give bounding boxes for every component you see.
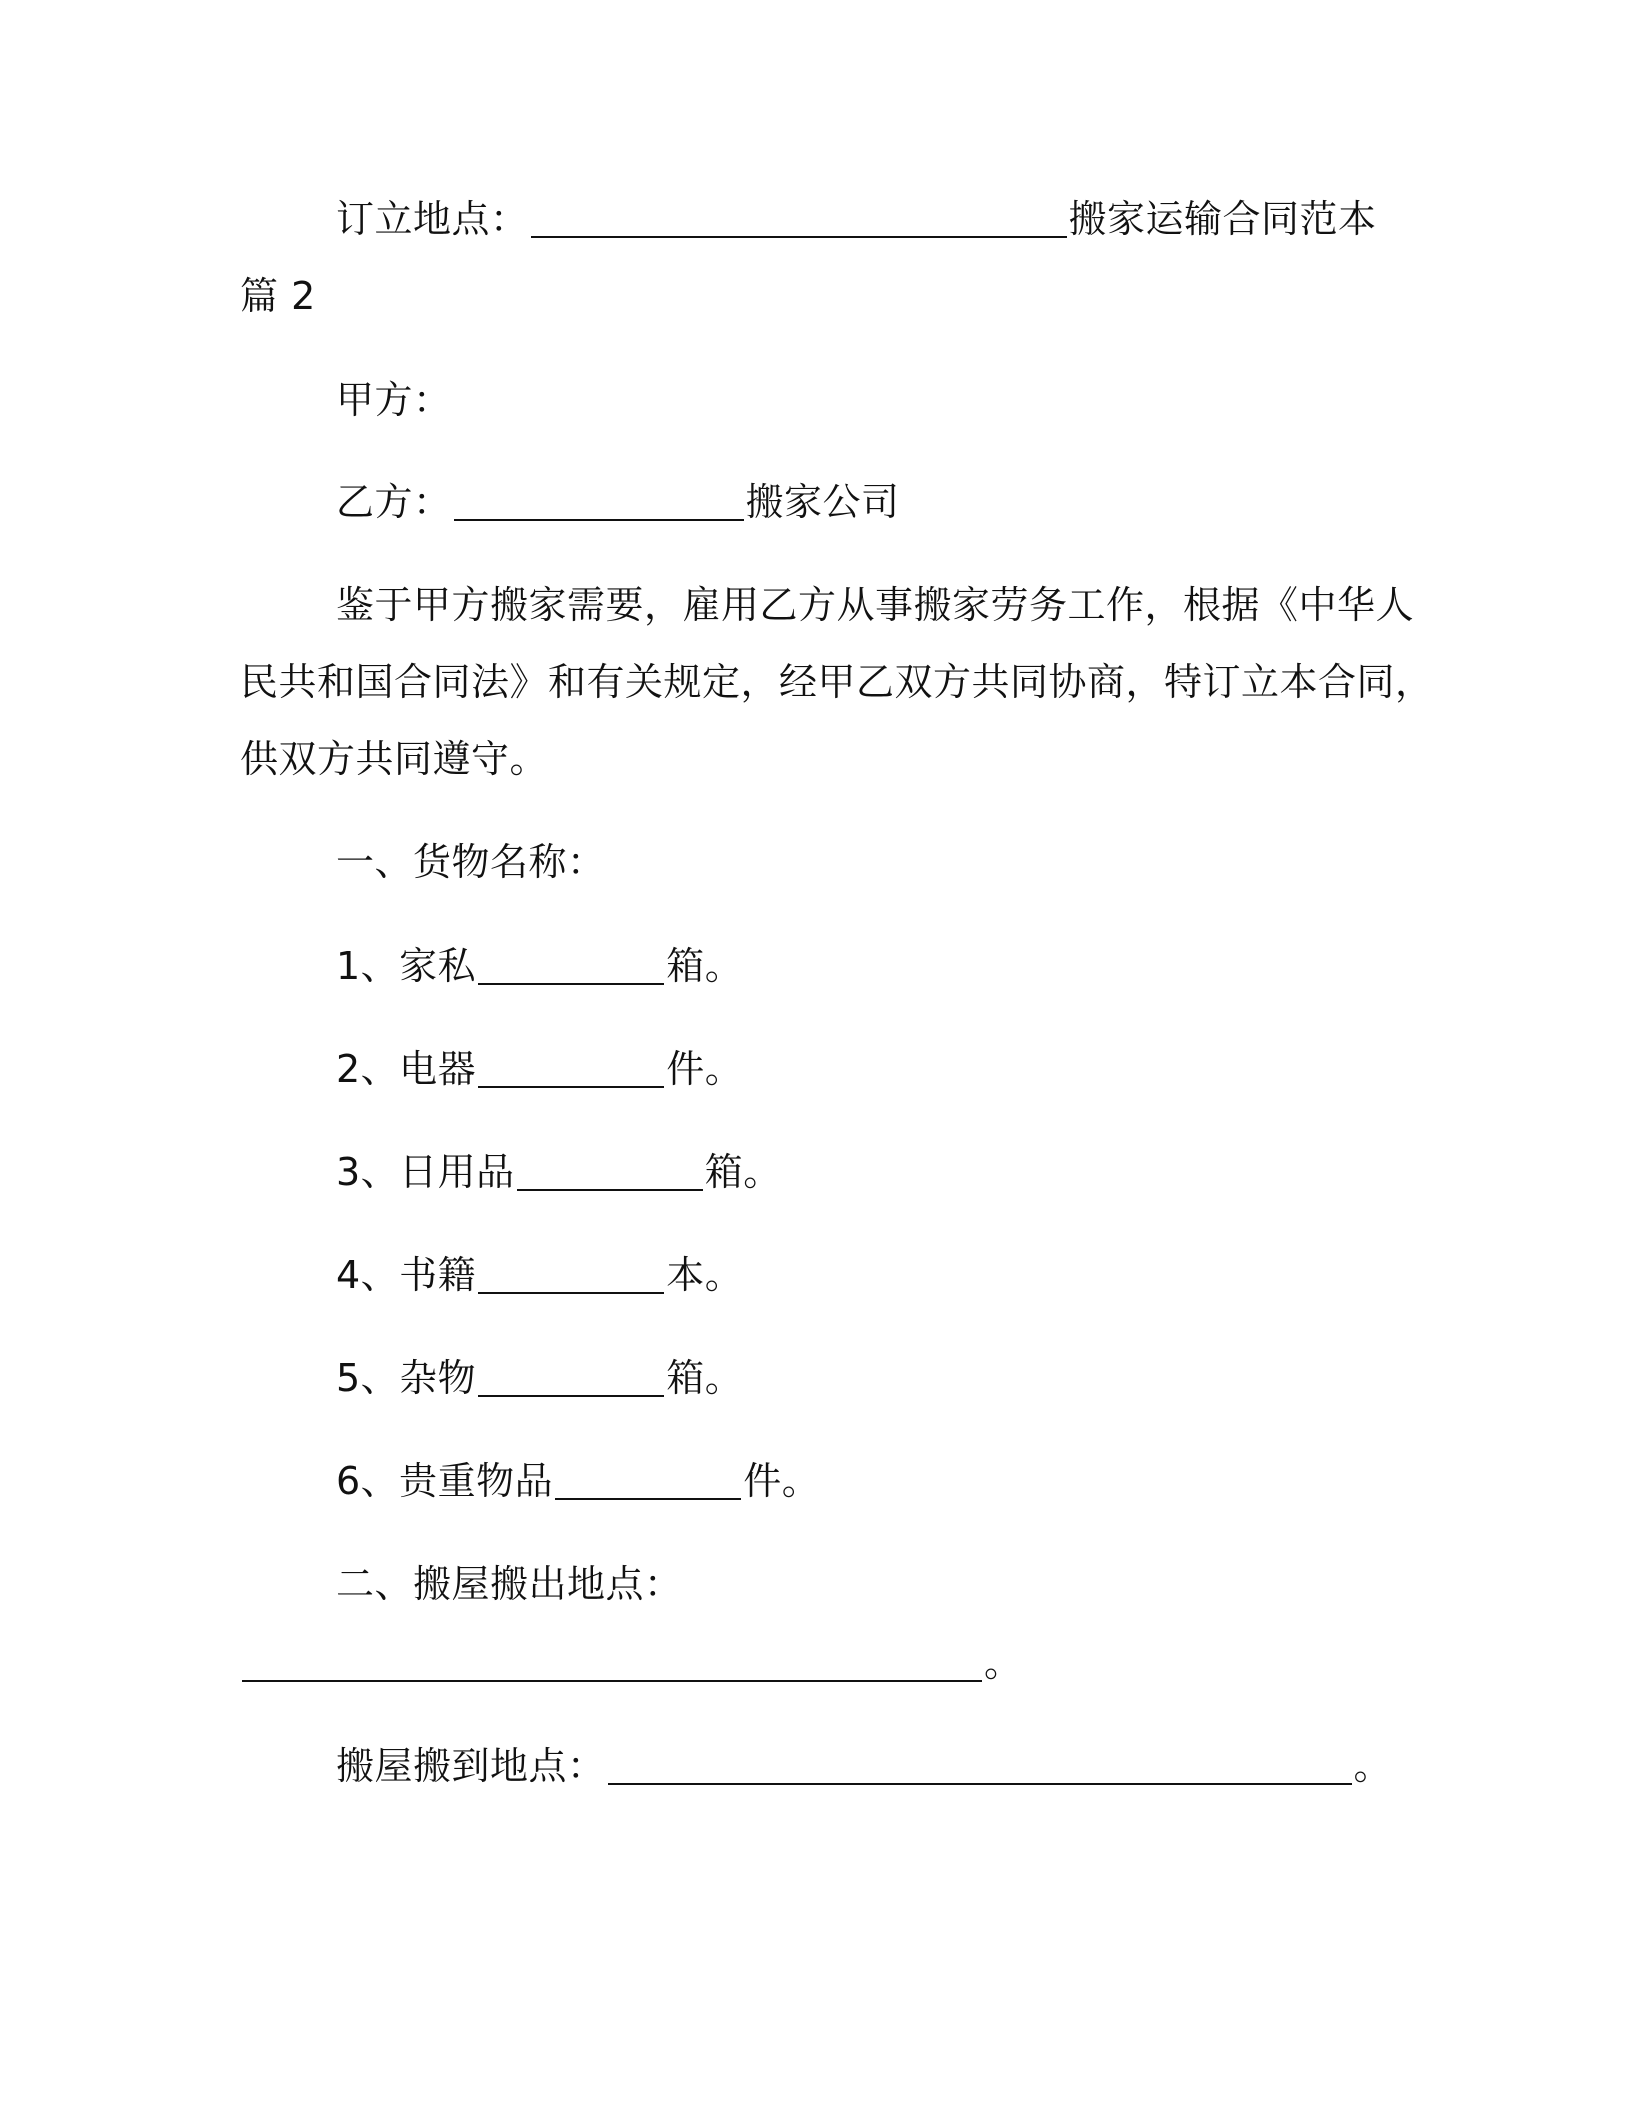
party-a-line: 甲方： xyxy=(336,378,452,422)
signing-place-line xyxy=(336,193,1496,245)
item-unit: 本。 xyxy=(666,1253,744,1297)
item-unit: 箱。 xyxy=(666,1356,744,1400)
party-b-label: 乙方： xyxy=(336,480,452,524)
item-unit: 箱。 xyxy=(666,944,744,988)
item-blank xyxy=(478,1355,664,1397)
movein-label: 搬屋搬到地点： xyxy=(336,1744,606,1788)
item-unit: 件。 xyxy=(743,1459,821,1503)
party-b-line xyxy=(336,476,1496,528)
party-b-blank xyxy=(454,479,744,521)
signing-place-blank xyxy=(531,196,1067,238)
item-line xyxy=(336,1043,1496,1095)
item-label: 4、书籍 xyxy=(336,1253,477,1297)
item-line xyxy=(336,1146,1496,1198)
item-blank xyxy=(517,1149,703,1191)
item-blank xyxy=(478,1046,664,1088)
moveout-address-line xyxy=(240,1637,1400,1689)
item-unit: 件。 xyxy=(666,1047,744,1091)
contract-title-part2: 篇 2 xyxy=(240,274,316,318)
item-label: 2、电器 xyxy=(336,1047,477,1091)
moveout-address-blank xyxy=(242,1640,982,1682)
item-label: 5、杂物 xyxy=(336,1356,477,1400)
item-label: 3、日用品 xyxy=(336,1150,515,1194)
item-label: 6、贵重物品 xyxy=(336,1459,554,1503)
party-b-suffix: 搬家公司 xyxy=(745,480,900,524)
movein-address-line xyxy=(336,1740,1496,1792)
item-line xyxy=(336,1455,1496,1507)
item-blank xyxy=(478,1252,664,1294)
preamble-line-3: 供双方共同遵守。 xyxy=(240,737,549,781)
item-label: 1、家私 xyxy=(336,944,477,988)
section-1-title: 一、货物名称： xyxy=(336,840,606,884)
item-blank xyxy=(478,943,664,985)
moveout-end: 。 xyxy=(984,1641,1023,1685)
contract-title-part1: 搬家运输合同范本 xyxy=(1068,197,1377,241)
item-blank xyxy=(555,1458,741,1500)
item-line xyxy=(336,1249,1496,1301)
movein-address-blank xyxy=(608,1743,1352,1785)
section-2-title: 二、搬屋搬出地点： xyxy=(336,1562,683,1606)
item-unit: 箱。 xyxy=(704,1150,782,1194)
movein-end: 。 xyxy=(1353,1744,1393,1788)
preamble-line-1: 鉴于甲方搬家需要，雇用乙方从事搬家劳务工作，根据《中华人 xyxy=(336,583,1415,627)
signing-place-label: 订立地点： xyxy=(336,197,529,241)
item-line xyxy=(336,940,1496,992)
item-line xyxy=(336,1352,1496,1404)
preamble-line-2: 民共和国合同法》和有关规定，经甲乙双方共同协商，特订立本合同， xyxy=(240,660,1434,704)
